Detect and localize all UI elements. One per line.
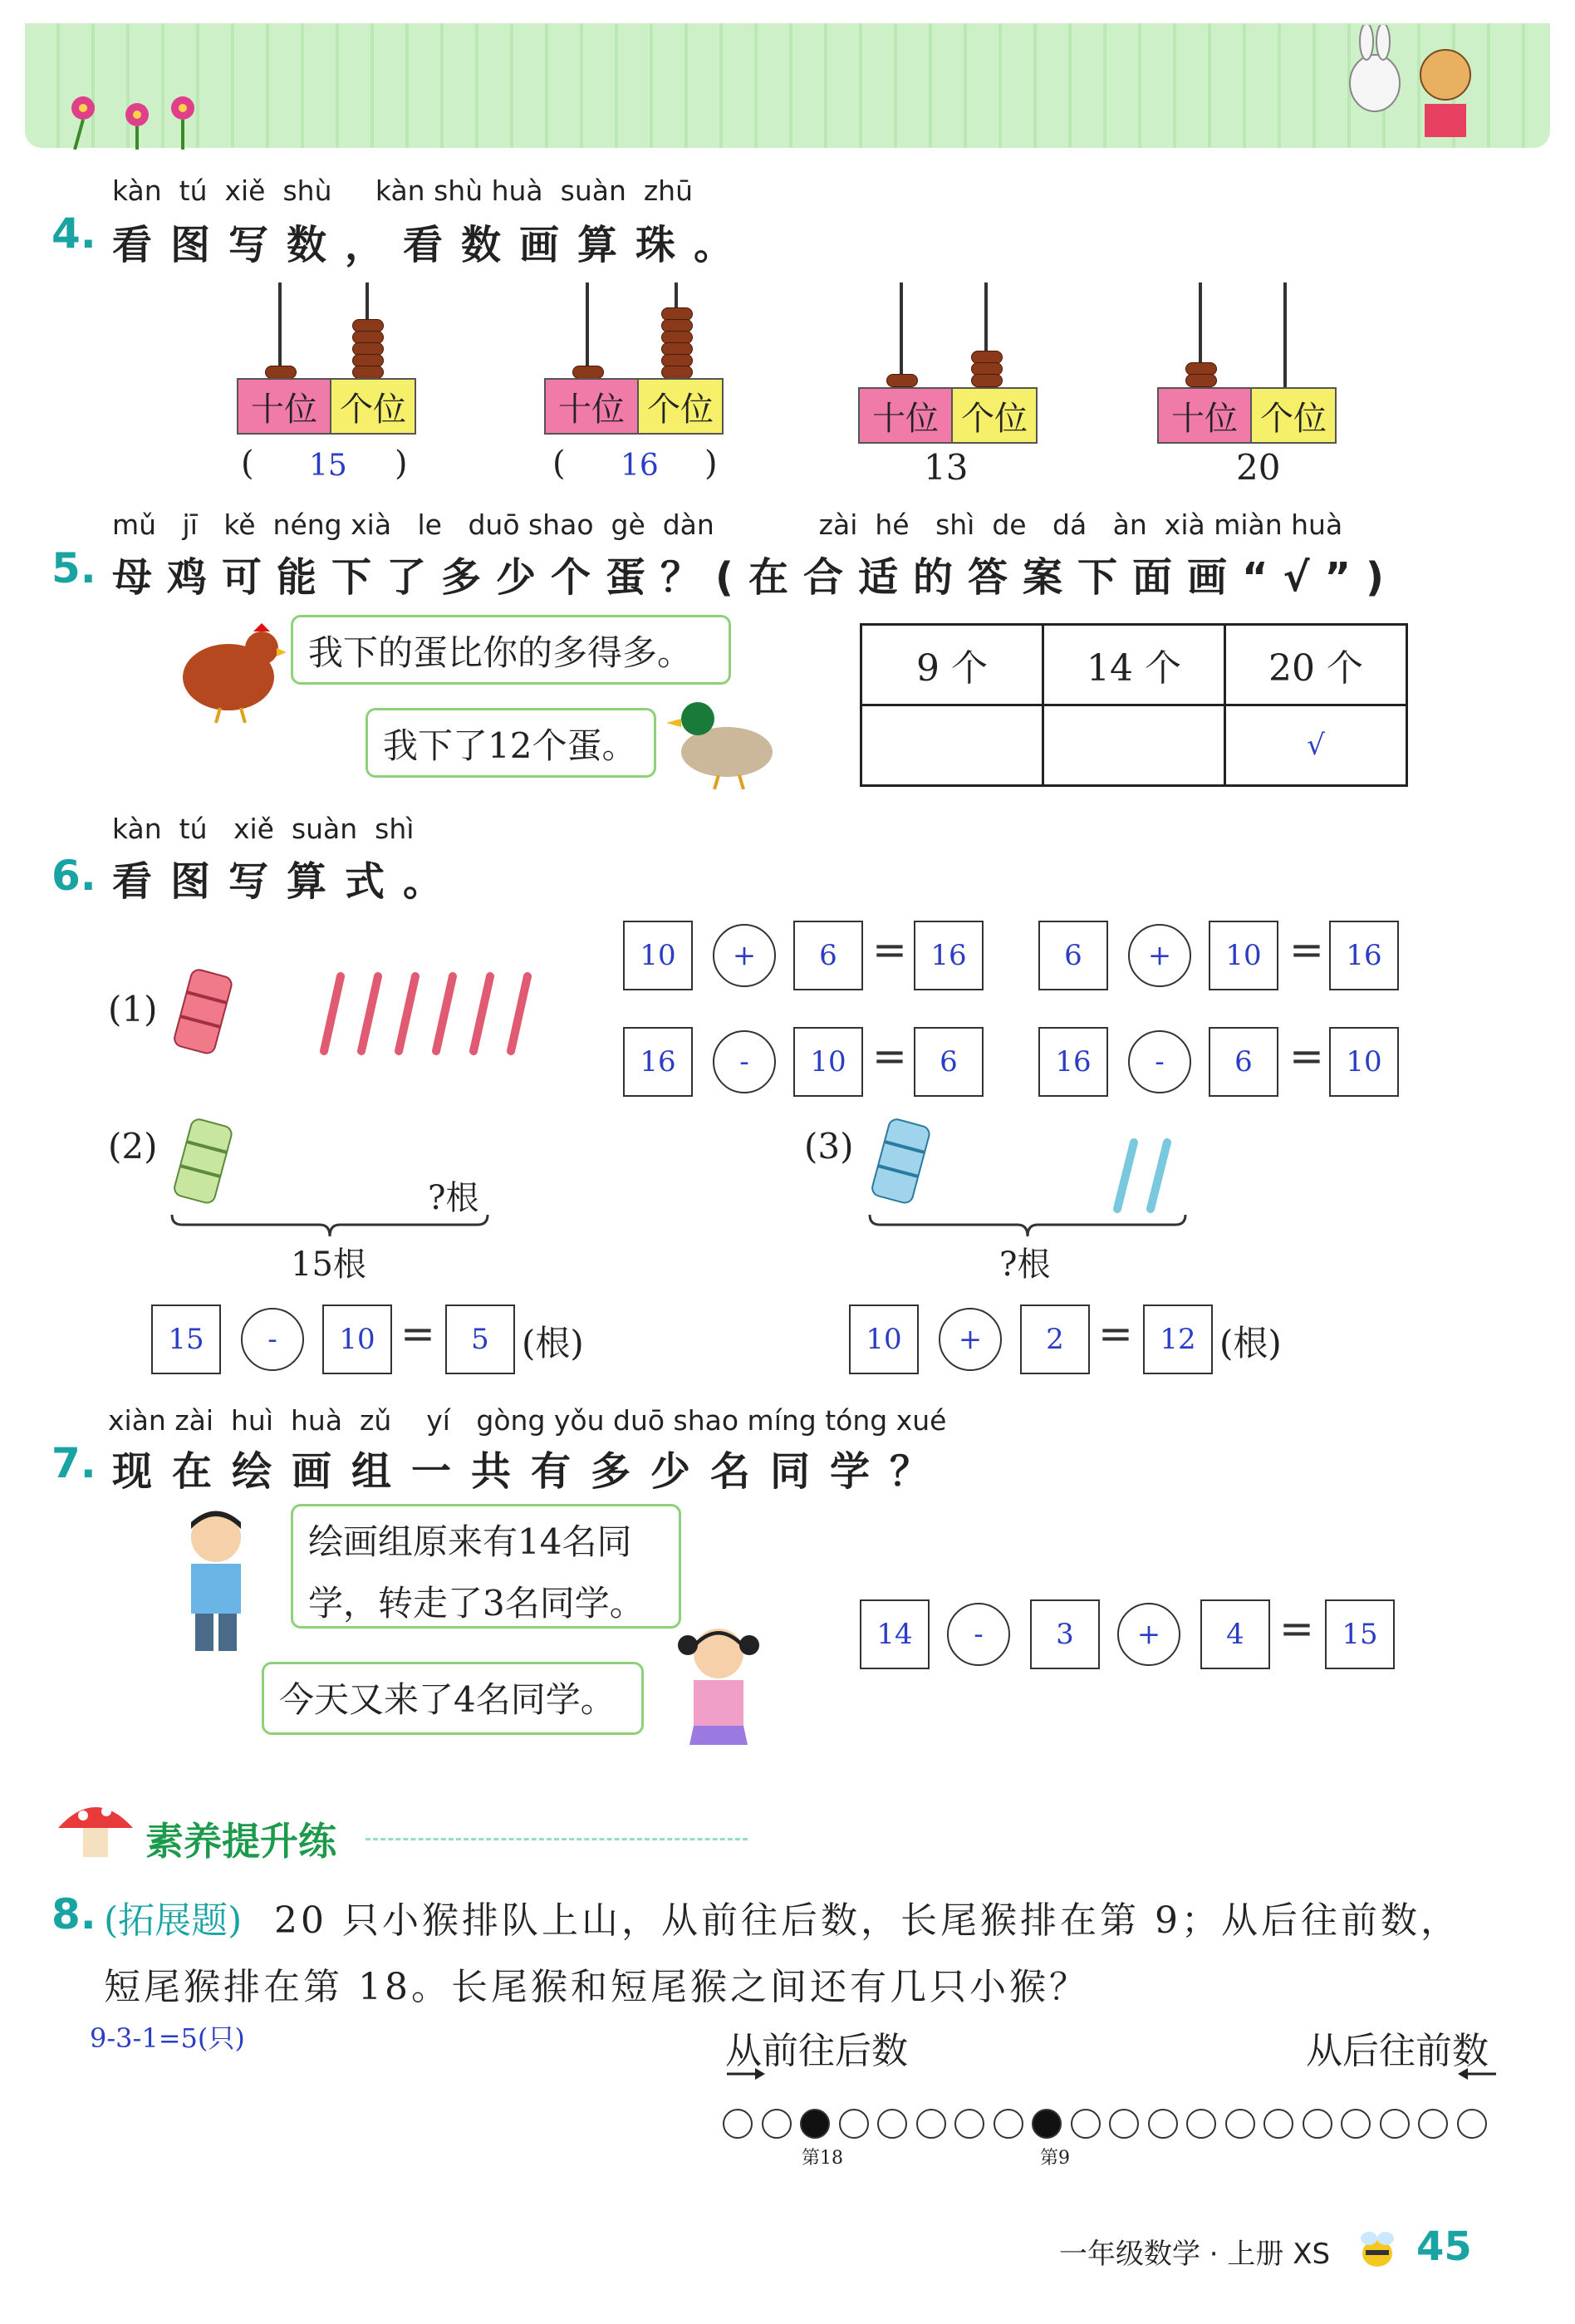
monkey-circle [1109,2109,1139,2139]
mushroom-icon [50,1786,141,1861]
bead [572,366,604,379]
total-brace [170,1213,490,1238]
q8-number: 8. [52,1890,96,1938]
header-banner [25,23,1550,148]
paren-left: ( [241,445,254,483]
position-9-label: 第9 [1040,2148,1070,2169]
back-arrow-icon [1456,2066,1498,2082]
sticks-bundle-red-icon [166,964,241,1055]
part-2-label: (2) [108,1126,158,1167]
equals-sign: = [400,1309,435,1358]
position-18-label: 第18 [802,2148,843,2169]
boy-says-line-2: 学，转走了3名同学。 [308,1583,645,1624]
single-sticks-red-icon [307,972,540,1055]
operator-circle[interactable]: + [939,1308,1002,1371]
mark-cell-20[interactable]: √ [1225,705,1407,786]
boy-icon [166,1504,266,1662]
answer-box[interactable]: 10 [1209,921,1278,990]
hen-icon [170,615,287,723]
operator-circle[interactable]: - [713,1030,776,1093]
q8-line-1: 20 只小猴排队上山，从前往后数，长尾猴排在第 9；从后往前数， [274,1899,1460,1942]
total-label: ?根 [999,1246,1051,1284]
q7-number: 7. [52,1439,96,1487]
operator-circle[interactable]: - [947,1603,1010,1666]
monkey-circle [1380,2109,1410,2139]
footer-text: 一年级数学 · 上册 XS [1059,2238,1331,2271]
q8-line-2: 短尾猴排在第 18。长尾猴和短尾猴之间还有几只小猴？ [104,1966,1089,2008]
given-13: 13 [924,447,969,488]
answer-box[interactable]: 6 [914,1027,984,1097]
q8-answer: 9-3-1=5(只) [90,2022,245,2054]
q5-prompt: 母鸡可能下了多少个蛋？(在合适的答案下面画“√”) [112,554,1399,601]
answer-box[interactable]: 10 [322,1304,392,1374]
bead [886,374,918,387]
monkey-circle [877,2109,907,2139]
q5-number: 5. [52,544,96,592]
total-brace [868,1213,1188,1238]
option-9: 9 个 [861,625,1043,705]
answer-box[interactable]: 14 [860,1599,930,1669]
front-label: 从前往后数 [725,2030,908,2072]
bead [1185,374,1217,387]
answer-box[interactable]: 10 [1329,1027,1399,1097]
answer-box[interactable]: 5 [445,1304,515,1374]
q6-pinyin: kàn tú xiě suàn shì [112,813,415,845]
front-arrow-icon [725,2066,767,2082]
monkey-circle-filled [800,2109,830,2139]
equals-sign: = [872,1032,907,1080]
part-1-label: (1) [108,989,158,1029]
given-20: 20 [1236,447,1281,488]
q7-pinyin: xiàn zài huì huà zǔ yí gòng yǒu duō shao míng tóng xué [108,1404,947,1437]
section-title: 素养提升练 [145,1819,336,1864]
monkey-circle [1148,2109,1178,2139]
option-14: 14 个 [1043,625,1225,705]
single-sticks-blue-icon [1105,1138,1180,1213]
operator-circle[interactable]: + [1128,924,1191,987]
boy-speech-bubble [291,1504,681,1629]
q6-prompt: 看图写算式。 [112,858,462,905]
q4-number: 4. [52,209,96,258]
section-divider [366,1838,748,1840]
answer-box[interactable]: 15 [1325,1599,1395,1669]
monkey-circle [954,2109,984,2139]
answer-box[interactable]: 10 [793,1027,863,1097]
part-3-label: (3) [804,1126,854,1167]
cartoon-characters-icon [1329,25,1495,150]
paren-right: ) [395,445,408,483]
unknown-sticks-label: ?根 [428,1179,479,1217]
monkey-circle [1263,2109,1293,2139]
monkey-circle [839,2109,869,2139]
unit-label: (根) [1219,1323,1282,1363]
bead [265,366,297,379]
q8-tag: (拓展题) [104,1899,243,1942]
bead [971,374,1003,387]
bead [352,366,384,379]
sticks-bundle-green-icon [166,1113,241,1205]
monkey-circle [1457,2109,1487,2139]
monkey-circle [994,2109,1023,2139]
q4-pinyin: kàn tú xiě shù kàn shù huà suàn zhū [112,174,694,207]
answer-15: 15 [309,449,347,483]
hen-speech-bubble: 我下的蛋比你的多得多。 [291,615,731,685]
bee-icon [1354,2227,1401,2273]
monkey-circle [723,2109,753,2139]
equals-sign: = [1279,1604,1314,1653]
answer-16: 16 [621,449,659,483]
answer-box[interactable]: 16 [623,1027,693,1097]
q6-number: 6. [52,852,96,900]
egg-options-table [860,623,1408,787]
answer-box[interactable]: 16 [1329,921,1399,990]
operator-circle[interactable]: + [713,924,776,987]
unit-label: (根) [522,1323,584,1363]
equals-sign: = [1098,1309,1133,1358]
operator-circle[interactable]: - [1128,1030,1191,1093]
monkey-circle [1341,2109,1371,2139]
paren-right: ) [704,445,718,483]
equals-sign: = [1289,1032,1324,1080]
answer-box[interactable]: 3 [1030,1599,1100,1669]
monkey-circle [1418,2109,1448,2139]
operator-circle[interactable]: + [1117,1603,1180,1666]
monkey-circle [1303,2109,1332,2139]
answer-box[interactable]: 4 [1200,1599,1270,1669]
sticks-bundle-blue-icon [864,1113,939,1205]
girl-speech-bubble: 今天又来了4名同学。 [262,1662,644,1735]
paren-left: ( [552,445,566,483]
monkey-circle [916,2109,946,2139]
answer-box[interactable]: 15 [151,1304,221,1374]
answer-box[interactable]: 6 [1209,1027,1278,1097]
ones-rod [1283,283,1287,391]
total-label: 15根 [291,1246,366,1284]
duck-icon [665,690,781,789]
answer-box[interactable]: 12 [1143,1304,1213,1374]
page-number: 45 [1416,2223,1472,2270]
q4-prompt: 看图写数，看数画算珠。 [112,222,753,268]
answer-box[interactable]: 16 [1038,1027,1108,1097]
answer-box[interactable]: 10 [849,1304,919,1374]
duck-speech-bubble: 我下了12个蛋。 [366,708,656,778]
equals-sign: = [1289,926,1324,974]
place-value-label: 十位 个位 [858,387,1038,444]
place-value-label: 十位 个位 [237,378,416,435]
answer-box[interactable]: 10 [623,921,693,990]
answer-box[interactable]: 16 [914,921,984,990]
boy-says-line-1: 绘画组原来有14名同 [308,1521,632,1562]
bead [661,366,693,379]
mark-cell-9[interactable] [861,705,1043,786]
q7-prompt: 现在绘画组一共有多少名同学？ [112,1448,950,1495]
mark-cell-14[interactable] [1043,705,1225,786]
option-20: 20 个 [1225,625,1407,705]
equals-sign: = [872,926,907,974]
answer-box[interactable]: 6 [1038,921,1108,990]
place-value-label: 十位 个位 [544,378,724,435]
monkey-circle [1071,2109,1101,2139]
place-value-label: 十位 个位 [1157,387,1337,444]
monkey-circle [1186,2109,1216,2139]
answer-box[interactable]: 2 [1020,1304,1090,1374]
girl-icon [665,1620,773,1770]
flower-decoration-icon [58,83,224,150]
q5-pinyin: mǔ jī kě néng xià le duō shao gè dàn zài hé shì de dá àn xià miàn huà [112,509,1343,541]
answer-box[interactable]: 6 [793,921,863,990]
operator-circle[interactable]: - [241,1308,304,1371]
monkey-circle [1225,2109,1255,2139]
back-label: 从后往前数 [1306,2030,1489,2072]
monkey-circle-filled [1032,2109,1062,2139]
monkey-circle [762,2109,792,2139]
